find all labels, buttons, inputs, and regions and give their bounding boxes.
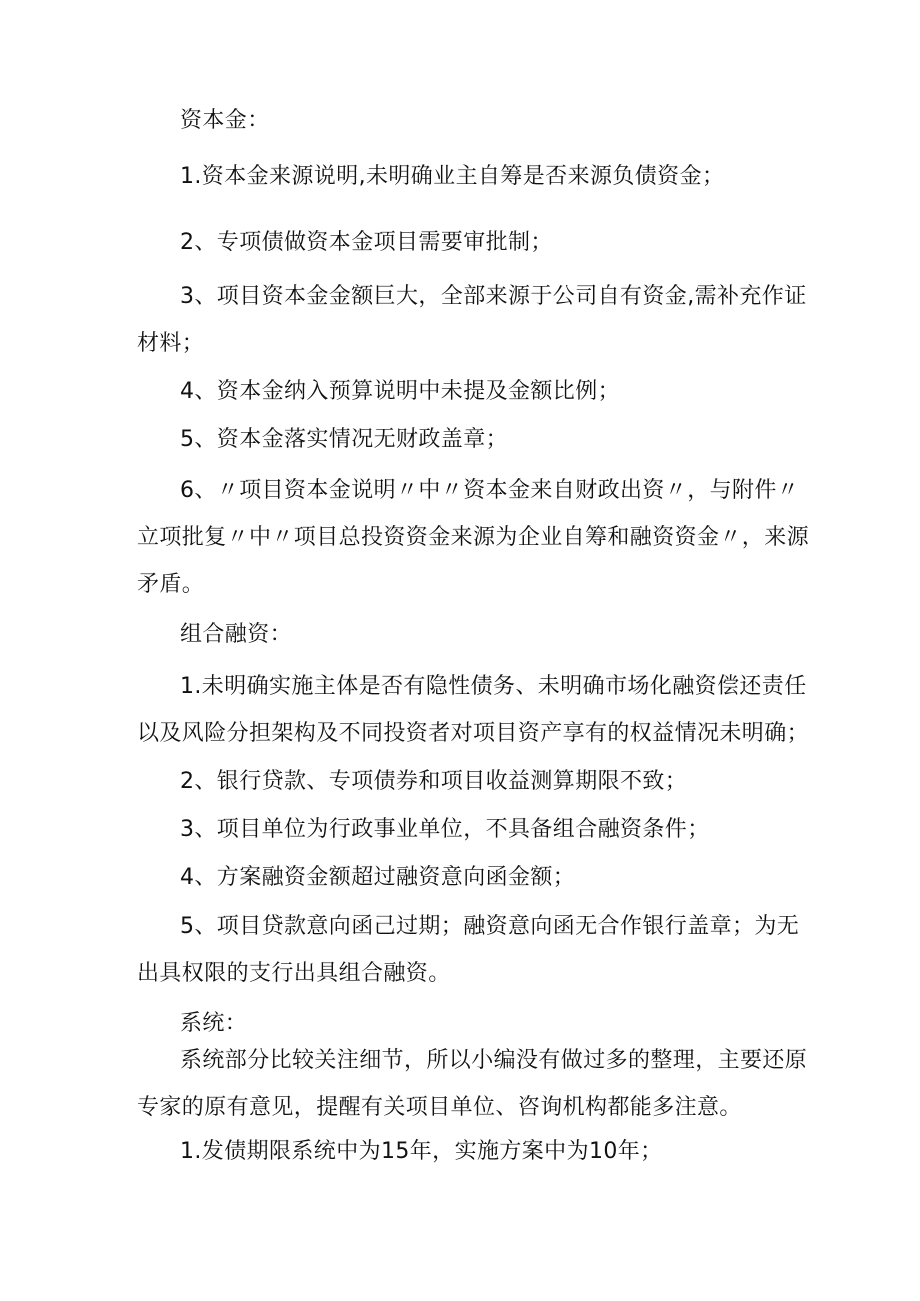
capital-item-6-cont-1: 立项批复〃中〃项目总投资资金来源为企业自筹和融资资金〃，来源 [137,525,810,550]
financing-item-1: 1.未明确实施主体是否有隐性债务、未明确市场化融资偿还责任 [180,674,807,699]
capital-item-2: 2、专项债做资本金项目需要审批制； [180,230,553,255]
capital-item-5: 5、资本金落实情况无财政盖章； [180,427,508,452]
financing-item-5: 5、项目贷款意向函己过期；融资意向函无合作银行盖章；为无 [180,914,800,939]
section-heading-capital: 资本金： [180,108,270,133]
section-heading-system: 系统： [180,1011,248,1036]
capital-item-6: 6、〃项目资本金说明〃中〃资本金来自财政出资〃，与附件〃 [180,478,800,503]
capital-item-3-cont: 材料； [137,331,205,356]
financing-item-2: 2、银行贷款、专项债券和项目收益测算期限不致； [180,769,688,794]
system-item-1: 1.发债期限系统中为15年，实施方案中为10年； [180,1139,663,1164]
capital-item-6-cont-2: 矛盾。 [137,572,205,597]
system-intro-cont: 专家的原有意见，提醒有关项目单位、咨询机构都能多注意。 [137,1095,742,1120]
financing-item-4: 4、方案融资金额超过融资意向函金额； [180,865,576,890]
section-heading-combined-financing: 组合融资： [180,622,293,647]
capital-item-3: 3、项目资本金金额巨大，全部来源于公司自有资金,需补充作证 [180,284,807,309]
capital-item-1: 1.资本金来源说明,未明确业主自筹是否来源负债资金； [180,164,725,189]
financing-item-5-cont: 出具权限的支行出具组合融资。 [137,961,451,986]
system-intro: 系统部分比较关注细节，所以小编没有做过多的整理，主要还原 [180,1048,808,1073]
capital-item-4: 4、资本金纳入预算说明中未提及金额比例； [180,379,620,404]
financing-item-3: 3、项目单位为行政事业单位，不具备组合融资条件； [180,817,710,842]
financing-item-1-cont: 以及风险分担架构及不同投资者对项目资产享有的权益情况未明确； [137,721,810,746]
